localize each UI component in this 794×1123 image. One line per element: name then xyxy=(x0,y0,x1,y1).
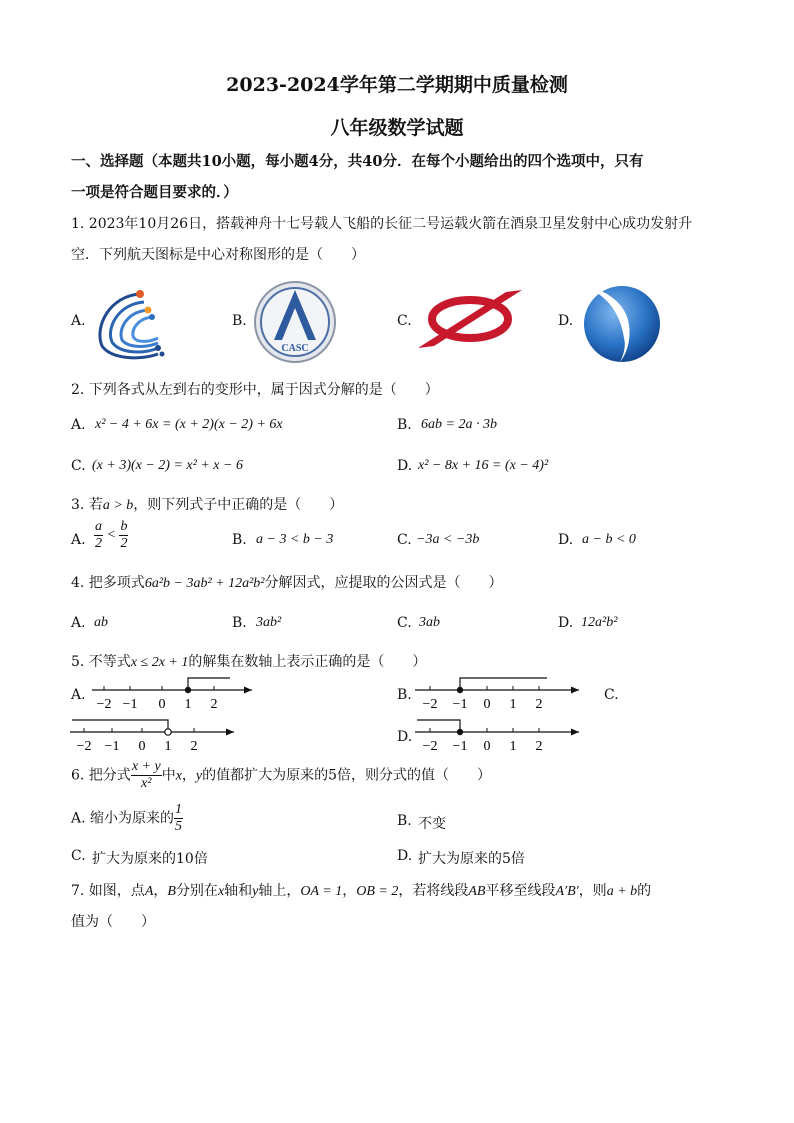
q6-option-b-label: B. xyxy=(397,813,412,829)
q5-d-tick-5: 2 xyxy=(535,739,543,754)
q4-option-d-label: D. xyxy=(558,615,574,631)
q4-stem-post: 分解因式，应提取的公因式是（ ） xyxy=(264,575,503,591)
q2-option-c: (x + 3)(x − 2) = x² + x − 6 xyxy=(92,458,243,473)
q1-logo-a-rings-image xyxy=(92,280,172,364)
q6-fraction: $\frac{x + y}{\text{x²}}$ xyxy=(131,759,161,791)
q4-option-b-label: B. xyxy=(232,615,247,631)
q5-stem xyxy=(71,651,426,671)
q5-d-tick-1: −2 xyxy=(422,739,438,754)
q7-line1: 7. 如图，点A，B分别在x轴和y轴上，OA = 1，OB = 2，若将线段AB平移至线段A′B′，则a + b的 xyxy=(71,883,652,899)
q4-option-a: ab xyxy=(94,615,108,630)
q5-b-tick-3: 0 xyxy=(483,697,491,712)
q5-option-b-label: B. xyxy=(397,687,412,703)
q2-option-a: x² − 4 + 6x = (x + 2)(x − 2) + 6x xyxy=(95,417,283,432)
q4-stem xyxy=(71,572,503,592)
q5-b-tick-5: 2 xyxy=(535,697,543,712)
q2-stem: 2. 下列各式从左到右的变形中，属于因式分解的是（ ） xyxy=(71,382,439,398)
q3-stem xyxy=(71,494,343,514)
q5-d-tick-4: 1 xyxy=(509,739,517,754)
q3-option-d: a − b < 0 xyxy=(582,532,636,547)
q6-stem-mid: 中 xyxy=(161,767,176,784)
q1-option-d-label: D. xyxy=(558,313,574,329)
q5-c-tick-3: 0 xyxy=(138,739,146,754)
q4-option-c-label: C. xyxy=(397,615,412,631)
q5-d-tick-2: −1 xyxy=(452,739,468,754)
q5-a-tick-5: 2 xyxy=(210,697,218,712)
q1-option-a-label: A. xyxy=(71,313,86,329)
q2-option-d: x² − 8x + 16 = (x − 4)² xyxy=(418,458,549,473)
q4-option-a-label: A. xyxy=(71,615,86,631)
q6-var-x: x xyxy=(175,768,182,784)
q5-b-tick-2: −1 xyxy=(452,697,468,712)
section-header-line2: 一项是符合题目要求的．） xyxy=(71,184,238,201)
q5-option-a-label: A. xyxy=(71,687,86,703)
q5-a-tick-3: 0 xyxy=(158,697,166,712)
q2-option-b-label: B. xyxy=(397,417,412,433)
q5-numberline-c xyxy=(68,716,238,756)
q6-stem-post: 的值都扩大为原来的5倍，则分式的值（ ） xyxy=(202,767,492,784)
q1-logo-b-text: CASC xyxy=(281,343,309,354)
q4-option-b: 3ab² xyxy=(256,615,282,630)
q6-option-a-label: A. xyxy=(71,810,86,827)
q5-numberline-b xyxy=(413,674,583,714)
q3-option-c: −3a < −3b xyxy=(416,532,480,547)
q6-option-a-text: 缩小为原来的 xyxy=(90,810,175,827)
q6-option-c-label: C. xyxy=(71,848,86,864)
q4-option-c: 3ab xyxy=(419,615,440,630)
q6-stem-pre: 6. 把分式 xyxy=(71,767,131,784)
q3-option-a-label: A. xyxy=(71,532,86,548)
q5-stem-math: x ≤ 2x + 1 xyxy=(130,655,189,670)
q5-b-tick-1: −2 xyxy=(422,697,438,712)
q1-option-b-label: B. xyxy=(232,313,247,329)
q5-c-tick-2: −1 xyxy=(104,739,120,754)
q3-stem-pre: 3. 若 xyxy=(71,497,103,513)
q1-logo-d-globe-image xyxy=(580,280,664,364)
q4-option-d: 12a²b² xyxy=(581,615,618,630)
q1-logo-b-casc-image xyxy=(252,280,338,364)
q5-stem-pre: 5. 不等式 xyxy=(71,654,131,670)
q6-option-d-label: D. xyxy=(397,848,413,864)
q3-option-a xyxy=(94,520,128,551)
q5-stem-post: 的解集在数轴上表示正确的是（ ） xyxy=(188,654,427,670)
q3-stem-post: ，则下列式子中正确的是（ ） xyxy=(133,497,344,513)
q5-a-tick-2: −1 xyxy=(122,697,138,712)
q1-line1: 1. 2023年10月26日，搭载神舟十七号载人飞船的长征二号运载火箭在酒泉卫星发射中心成功发射升 xyxy=(71,216,693,232)
q6-option-a-frac: $\frac{1}{5}$ xyxy=(175,802,183,834)
q2-option-c-label: C. xyxy=(71,458,86,474)
q5-numberline-a xyxy=(90,674,260,714)
q1-logo-c-ellipse-slash-image xyxy=(416,288,524,350)
q3-option-a-frac-left: $\frac{a}{2}$ xyxy=(95,519,102,551)
q5-b-tick-4: 1 xyxy=(509,697,517,712)
q2-option-b: 6ab = 2a · 3b xyxy=(421,417,497,432)
q3-option-d-label: D. xyxy=(558,532,574,548)
q3-option-a-frac-right: $\frac{b}{2}$ xyxy=(120,519,128,551)
q6-option-a xyxy=(71,803,183,834)
q5-c-tick-5: 2 xyxy=(190,739,198,754)
q6-stem-sep: ， xyxy=(181,767,196,784)
q3-option-b-label: B. xyxy=(232,532,247,548)
q5-c-tick-1: −2 xyxy=(76,739,92,754)
q5-a-tick-4: 1 xyxy=(184,697,192,712)
q3-option-a-op: < xyxy=(106,527,116,543)
q3-option-b: a − 3 < b − 3 xyxy=(256,532,334,547)
q5-c-tick-4: 1 xyxy=(164,739,172,754)
q3-option-c-label: C. xyxy=(397,532,412,548)
section-header-line1: 一、选择题（本题共10小题，每小题4分，共40分．在每个小题给出的四个选项中，只有 xyxy=(71,153,644,170)
q6-option-d: 扩大为原来的5倍 xyxy=(418,851,525,867)
q5-a-tick-1: −2 xyxy=(96,697,112,712)
q7-line2: 值为（ ） xyxy=(71,914,155,930)
q3-stem-math: a > b xyxy=(102,498,134,513)
q6-option-b: 不变 xyxy=(418,816,446,832)
q6-option-c: 扩大为原来的10倍 xyxy=(92,851,208,867)
q1-option-c-label: C. xyxy=(397,313,412,329)
q1-line2: 空．下列航天图标是中心对称图形的是（ ） xyxy=(71,247,365,263)
q6-stem xyxy=(71,760,491,791)
q5-option-d-label: D. xyxy=(397,729,413,745)
q4-stem-pre: 4. 把多项式 xyxy=(71,575,145,591)
q4-stem-math: 6a²b − 3ab² + 12a²b² xyxy=(144,576,265,591)
page-title: 2023-2024学年第二学期期中质量检测 xyxy=(226,74,568,96)
q5-d-tick-3: 0 xyxy=(483,739,491,754)
q2-option-d-label: D. xyxy=(397,458,413,474)
page-subtitle: 八年级数学试题 xyxy=(330,117,464,139)
q6-var-y: y xyxy=(195,768,203,784)
q5-option-c-label: C. xyxy=(604,687,619,703)
q5-numberline-d xyxy=(413,716,583,756)
q2-option-a-label: A. xyxy=(71,417,86,433)
